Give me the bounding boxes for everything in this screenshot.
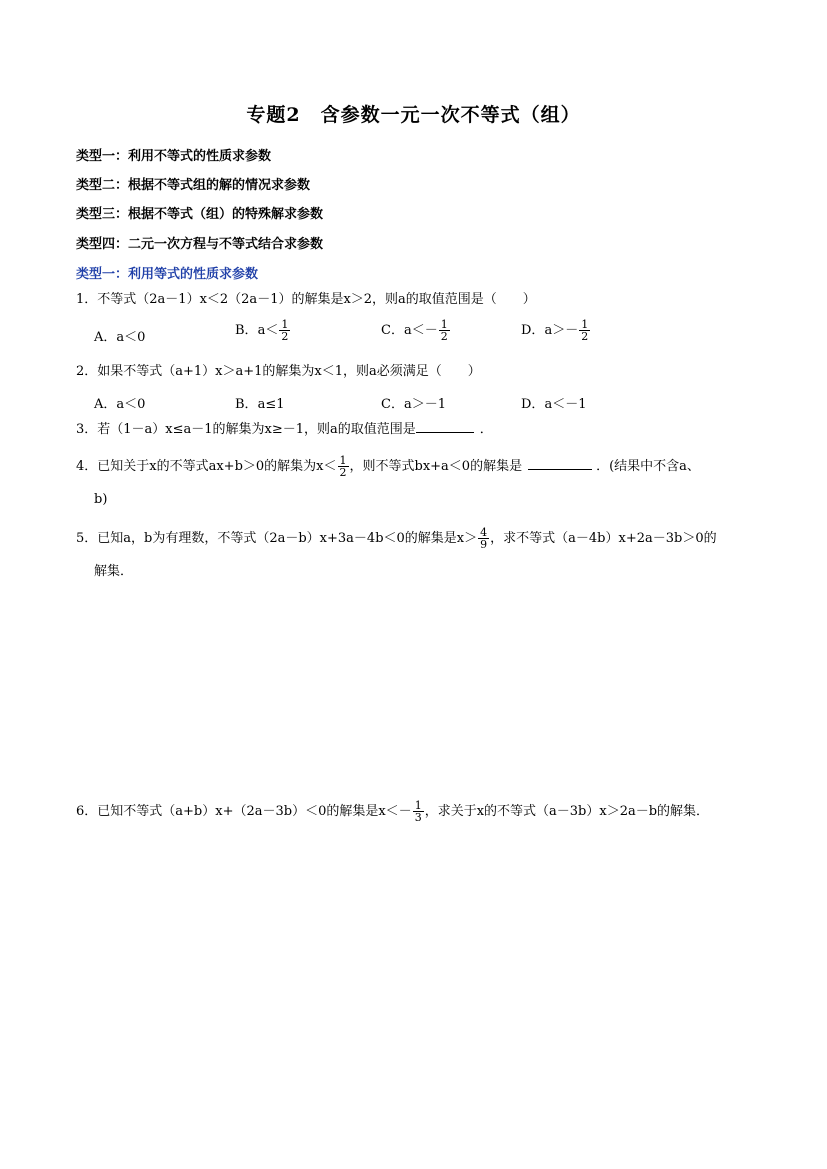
fraction: $\frac{1}{2}$ [440, 318, 448, 343]
q2-option-a[interactable]: A．a＜0 [94, 397, 146, 412]
q2-option-c[interactable]: C．a＞－1 [381, 397, 446, 412]
q1-option-c[interactable]: C．a＜－ $\frac{1}{2}$ [381, 318, 448, 343]
page-title: 专题2 含参数一元一次不等式（组） [246, 104, 581, 126]
answer-blank[interactable] [528, 469, 592, 470]
q1-option-b[interactable]: B．a＜ $\frac{1}{2}$ [235, 318, 289, 343]
section-heading: 类型一：利用等式的性质求参数 [76, 267, 259, 282]
fraction: $\frac{1}{3}$ [414, 799, 422, 824]
fraction: $\frac{4}{9}$ [480, 526, 488, 551]
answer-blank[interactable] [416, 432, 474, 433]
question-5-line2: 解集． [94, 564, 134, 579]
toc-item-4: 类型四：二元一次方程与不等式结合求参数 [76, 237, 324, 252]
question-1-text: 1．不等式（2a－1）x＜2（2a－1）的解集是x＞2，则a的取值范围是（ ） [76, 292, 536, 307]
q2-option-b[interactable]: B．a≤1 [235, 397, 285, 412]
question-4-line2: b) [94, 492, 108, 507]
question-3: 3．若（1－a）x≤a－1的解集为x≥－1，则a的取值范围是 ． [76, 422, 493, 437]
q1-option-a[interactable]: A．a＜0 [94, 330, 146, 345]
fraction: $\frac{1}{2}$ [581, 318, 589, 343]
question-4: 4．已知关于x的不等式ax+b＞0的解集为x＜ $\frac{1}{2}$ ，则不等式bx+a＜0的解集是 ．(结果中不含a、 [76, 454, 700, 479]
question-6: 6．已知不等式（a+b）x+（2a－3b）＜0的解集是x＜－ $\frac{1}{3}$ ，求关于x的不等式（a－3b）x＞2a－b的解集． [76, 799, 710, 824]
q1-option-d[interactable]: D．a＞－ $\frac{1}{2}$ [521, 318, 589, 343]
toc-item-3: 类型三：根据不等式（组）的特殊解求参数 [76, 207, 324, 222]
toc-item-1: 类型一：利用不等式的性质求参数 [76, 149, 272, 164]
toc-item-2: 类型二：根据不等式组的解的情况求参数 [76, 178, 311, 193]
fraction: $\frac{1}{2}$ [339, 454, 347, 479]
question-5: 5．已知a，b为有理数，不等式（2a－b）x+3a－4b＜0的解集是x＞ $\frac{4}{9}$ ，求不等式（a－4b）x+2a－3b＞0的 [76, 526, 717, 551]
question-2-text: 2．如果不等式（a+1）x＞a+1的解集为x＜1，则a必须满足（ ） [76, 364, 481, 379]
q2-option-d[interactable]: D．a＜－1 [521, 397, 587, 412]
fraction: $\frac{1}{2}$ [281, 318, 289, 343]
